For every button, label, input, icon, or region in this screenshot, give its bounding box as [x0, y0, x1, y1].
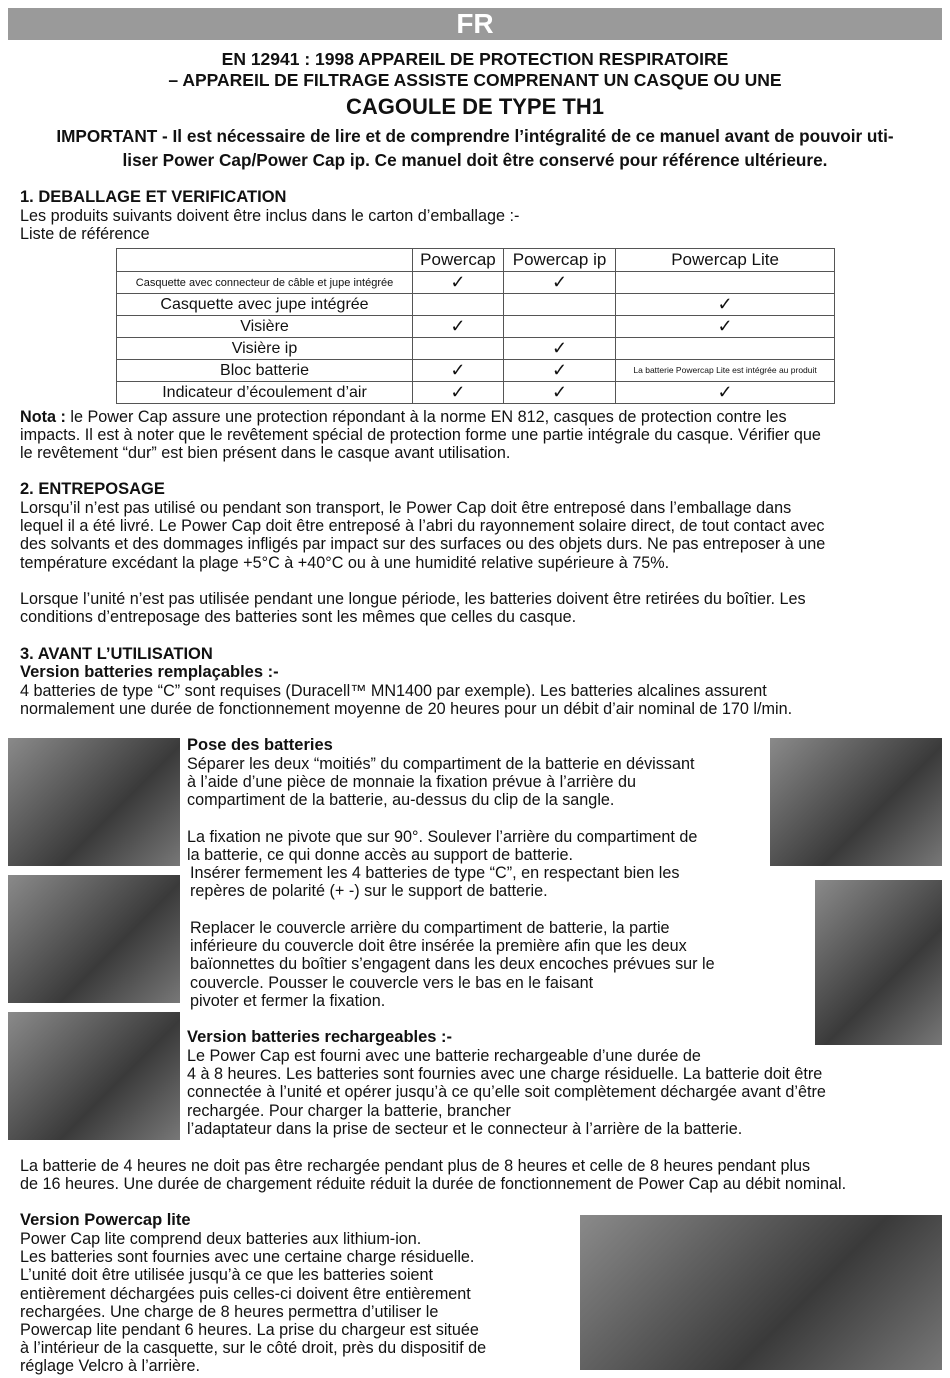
cell: ✓: [503, 338, 615, 360]
cell: ✓: [413, 272, 504, 294]
title-line3: CAGOULE DE TYPE TH1: [346, 94, 604, 119]
table-row: [117, 294, 835, 316]
cell: ✓: [413, 360, 504, 382]
lite-text: Power Cap lite comprend deux batteries aux lithium-ion. Les batteries sont fournies avec une certaine charge résiduelle. L’unité doit être utilisée jusqu’à ce que les batteries soient entièrement déchargées puis celles-ci doivent être entièrement rechargées. Une charge de 8 heures permettra d’utiliser le Powercap lite pendant 6 heures. La prise du chargeur est située à l’intérieur de la casquette, sur le côté droit, près du dispositif de réglage Velcro à l’arrière.: [20, 1230, 487, 1376]
cell: [413, 294, 504, 316]
cell: ✓: [503, 272, 615, 294]
cell: ✓: [616, 382, 835, 404]
cell: [503, 316, 615, 338]
cell: [616, 272, 835, 294]
section1-text: Les produits suivants doivent être inclus dans le carton d’emballage :- Liste de référence: [20, 207, 520, 244]
section1-heading: 1. DEBALLAGE ET VERIFICATION: [20, 188, 287, 206]
table-row: [117, 316, 835, 338]
section3-heading: 3. AVANT L’UTILISATION: [20, 645, 213, 663]
cell-note: La batterie Powercap Lite est intégrée au produit: [616, 360, 835, 382]
row-label: Indicateur d’écoulement d’air: [117, 382, 413, 404]
row-label: Bloc batterie: [117, 360, 413, 382]
cell: ✓: [503, 382, 615, 404]
cell: ✓: [413, 316, 504, 338]
section2-p1: Lorsqu’il n’est pas utilisé ou pendant son transport, le Power Cap doit être entreposé dans l’emballage dans lequel il a été livré. Le Power Cap doit être entreposé à l’abri du rayonnement solaire direct, de tout contact avec des solvants et des dommages infligés par impact sur des surfaces ou des objets durs. Ne pas entreposer à une température excédant la plage +5°C à +40°C ou à une humidité relative supérieure à 75%.: [20, 499, 826, 572]
table-header: Powercap: [413, 249, 504, 272]
table-header: Powercap Lite: [616, 249, 835, 272]
recharge-after: La batterie de 4 heures ne doit pas être rechargée pendant plus de 8 heures et celle de 8 heures pendant plus de 16 heures. Une durée de chargement réduite réduit la durée de fonctionnement de Power Cap au débit nominal.: [20, 1157, 847, 1194]
cell: [503, 294, 615, 316]
important-notice: IMPORTANT - Il est nécessaire de lire et de comprendre l’intégralité de ce manuel avant de pouvoir uti- liser Power Cap/Power Cap ip. Ce manuel doit être conservé pour référence ultérieure.: [56, 126, 894, 170]
reference-table: [116, 248, 835, 404]
table-row: [117, 360, 835, 382]
battery-compartment-photo: [8, 875, 180, 1003]
cell: [616, 338, 835, 360]
nota-text: le Power Cap assure une protection répondant à la norme EN 812, casques de protection contre les impacts. Il est à noter que le revêtement spécial de protection forme une partie intégrale du casque. Vérifier que le revêtement “dur” est bien présent dans le casque avant utilisation.: [20, 408, 821, 463]
recharge-text: Le Power Cap est fourni avec une batterie rechargeable d’une durée de 4 à 8 heures. Les batteries sont fournies avec une charge résiduelle. La batterie doit être connectée à l’unité et opérer jusqu’à ce qu’elle soit complètement déchargée avant d’être rechargée. Pour charger la batterie, brancher l’adaptateur dans la prise de secteur et le connecteur à l’arrière de la batterie.: [187, 1047, 826, 1138]
table-row: [117, 338, 835, 360]
section3-text: 4 batteries de type “C” sont requises (Duracell™ MN1400 par exemple). Les batteries alcalines assurent normalement une durée de fonctionnement moyenne de 20 heures pour un débit d’air nominal de 170 l/min.: [20, 682, 793, 719]
closing-cover-photo: [815, 880, 942, 1045]
title-line1: EN 12941 : 1998 APPAREIL DE PROTECTION RESPIRATOIRE: [221, 49, 729, 69]
row-label: Visière ip: [117, 338, 413, 360]
charger-connector-photo: [8, 1012, 180, 1140]
cell: ✓: [616, 294, 835, 316]
cell: ✓: [413, 382, 504, 404]
pose-p4: Replacer le couvercle arrière du compartiment de batterie, la partie inférieure du couvercle doit être insérée la première afin que les deux baïonnettes du boîtier s’engagent dans les deux encoches prévues sur le couvercle. Pousser le couvercle vers le bas en le faisant pivoter et fermer la fixation.: [190, 919, 715, 1010]
pose-p1: Séparer les deux “moitiés” du compartiment de la batterie en dévissant à l’aide d’une pièce de monnaie la fixation prévue à l’arrière du compartiment de la batterie, au-dessus du clip de la sangle.: [187, 755, 695, 810]
table-row: [117, 382, 835, 404]
pose-heading: Pose des batteries: [187, 736, 333, 754]
section2-heading: 2. ENTREPOSAGE: [20, 480, 165, 498]
section2-p2: Lorsque l’unité n’est pas utilisée pendant une longue période, les batteries doivent être retirées du boîtier. Les conditions d’entreposage des batteries sont les mêmes que celles du casque.: [20, 590, 806, 627]
row-label: Casquette avec connecteur de câble et jupe intégrée: [117, 272, 413, 294]
battery-clip-photo: [8, 738, 180, 866]
lite-heading: Version Powercap lite: [20, 1211, 191, 1229]
cell: ✓: [616, 316, 835, 338]
battery-holder-photo: [770, 738, 942, 866]
table-header: Powercap ip: [503, 249, 615, 272]
row-label: Visière: [117, 316, 413, 338]
table-row: [117, 272, 835, 294]
language-header: FR: [8, 8, 942, 40]
title-line2: – APPAREIL DE FILTRAGE ASSISTE COMPRENANT UN CASQUE OU UNE: [168, 70, 782, 90]
cell: [413, 338, 504, 360]
row-label: Casquette avec jupe intégrée: [117, 294, 413, 316]
nota-paragraph: [20, 408, 821, 463]
table-header-empty: [117, 249, 413, 272]
nota-label: Nota :: [20, 408, 66, 426]
pose-p2: La fixation ne pivote que sur 90°. Soulever l’arrière du compartiment de la batterie, ce qui donne accès au support de batterie.: [187, 828, 698, 865]
cell: ✓: [503, 360, 615, 382]
powercap-lite-charger-photo: [580, 1215, 942, 1370]
pose-p3: Insérer fermement les 4 batteries de type “C”, en respectant bien les repères de polarité (+ -) sur le support de batterie.: [190, 864, 680, 901]
recharge-heading: Version batteries rechargeables :-: [187, 1028, 453, 1046]
section3-subheading: Version batteries remplaçables :-: [20, 663, 279, 681]
